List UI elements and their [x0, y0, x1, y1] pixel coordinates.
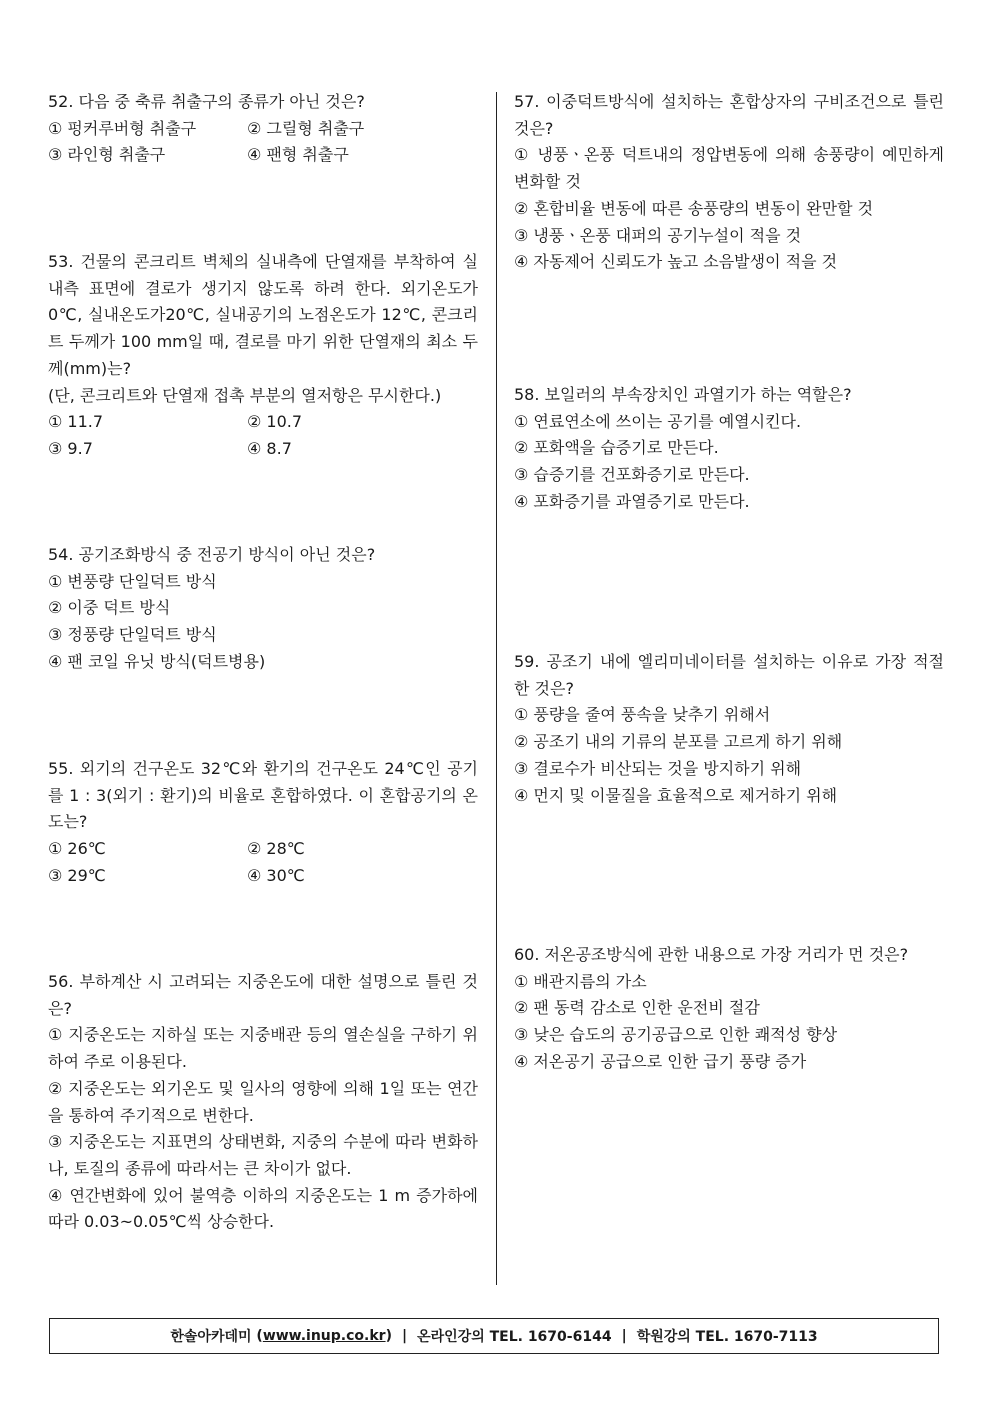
- option-4: ④ 30℃: [247, 865, 305, 885]
- question-stem: 53. 건물의 콘크리트 벽체의 실내측에 단열재를 부착하여 실내측 표면에 결로가 생기지 않도록 하려 한다. 외기온도가 0℃, 실내온도가20℃, 실내공기의 노점온도가 12℃, 콘크리트 두께가 100 mm일 때, 결로를 마기 위한 단열재의 최소 두께(mm)는?: [48, 252, 478, 378]
- option-3: ③ 지중온도는 지표면의 상태변화, 지중의 수분에 따라 변화하나, 토질의 종류에 따라서는 큰 차이가 없다.: [48, 1132, 478, 1178]
- footer-bar: [49, 1318, 939, 1354]
- question-54: [48, 542, 478, 676]
- question-57: [514, 89, 944, 276]
- option-4: ④ 자동제어 신뢰도가 높고 소음발생이 적을 것: [514, 252, 838, 272]
- question-stem: 55. 외기의 건구온도 32℃와 환기의 건구온도 24℃인 공기를 1 : 3(외기 : 환기)의 비율로 혼합하였다. 이 혼합공기의 온도는?: [48, 759, 478, 832]
- offline-course-tel: 학원강의 TEL. 1670-7113: [636, 1329, 818, 1345]
- option-2: ② 이중 덕트 방식: [48, 598, 171, 618]
- option-3: ③ 9.7: [48, 438, 93, 458]
- option-2: ② 지중온도는 외기온도 및 일사의 영향에 의해 1일 또는 연간을 통하여 주기적으로 변한다.: [48, 1078, 478, 1125]
- option-1: ① 26℃: [48, 839, 106, 859]
- question-59: [514, 649, 944, 809]
- question-53: [48, 249, 478, 463]
- option-2: ② 그릴형 취출구: [247, 118, 365, 138]
- option-1: ① 11.7: [48, 412, 104, 432]
- question-56: [48, 969, 478, 1236]
- paren-close: ): [385, 1328, 392, 1344]
- option-4: ④ 8.7: [247, 438, 292, 458]
- question-55: [48, 756, 478, 890]
- question-note: (단, 콘크리트와 단열재 접촉 부분의 열저항은 무시한다.): [48, 385, 442, 405]
- option-4: ④ 팬 코일 유닛 방식(덕트병용): [48, 651, 266, 671]
- option-2: ② 혼합비율 변동에 따른 송풍량의 변동이 완만할 것: [514, 198, 874, 218]
- question-stem: 56. 부하계산 시 고려되는 지중온도에 대한 설명으로 틀린 것은?: [48, 972, 478, 1018]
- option-1: ① 배관지름의 가소: [514, 971, 647, 991]
- option-1: ① 지중온도는 지하실 또는 지중배관 등의 열손실을 구하기 위하여 주로 이용된다.: [48, 1025, 478, 1072]
- website-link[interactable]: www.inup.co.kr: [262, 1328, 386, 1344]
- option-3: ③ 라인형 취출구: [48, 145, 166, 165]
- question-58: [514, 382, 944, 516]
- option-2: ② 10.7: [247, 412, 303, 432]
- options-grid: [48, 409, 478, 462]
- question-stem: 58. 보일러의 부속장치인 과열기가 하는 역할은?: [514, 385, 852, 404]
- option-3: ③ 냉풍ㆍ온풍 대퍼의 공기누설이 적을 것: [514, 225, 802, 245]
- option-1: ① 변풍량 단일덕트 방식: [48, 571, 217, 591]
- option-1: ① 냉풍ㆍ온풍 덕트내의 정압변동에 의해 송풍량이 예민하게 변화할 것: [514, 145, 944, 192]
- option-2: ② 공조기 내의 기류의 분포를 고르게 하기 위해: [514, 732, 843, 752]
- option-3: ③ 습증기를 건포화증기로 만든다.: [514, 465, 750, 485]
- option-2: ② 28℃: [247, 839, 305, 859]
- column-divider: [496, 92, 497, 1285]
- option-2: ② 팬 동력 감소로 인한 운전비 절감: [514, 998, 760, 1018]
- option-1: ① 연료연소에 쓰이는 공기를 예열시킨다.: [514, 411, 802, 431]
- options-grid: [48, 836, 478, 889]
- option-2: ② 포화액을 습증기로 만든다.: [514, 438, 719, 458]
- paren-open: (: [256, 1328, 263, 1344]
- option-4: ④ 연간변화에 있어 불역층 이하의 지중온도는 1 m 증가하에 따라 0.03~0.05℃씩 상승한다.: [48, 1185, 478, 1232]
- option-1: ① 풍량을 줄여 풍속을 낮추기 위해서: [514, 705, 771, 725]
- option-4: ④ 먼지 및 이물질을 효율적으로 제거하기 위해: [514, 785, 838, 805]
- question-stem: 57. 이중덕트방식에 설치하는 혼합상자의 구비조건으로 틀린 것은?: [514, 92, 944, 138]
- option-3: ③ 낮은 습도의 공기공급으로 인한 쾌적성 향상: [514, 1025, 838, 1045]
- option-3: ③ 29℃: [48, 865, 106, 885]
- option-4: ④ 저온공기 공급으로 인한 급기 풍량 증가: [514, 1051, 807, 1071]
- option-1: ① 펑커루버형 취출구: [48, 118, 197, 138]
- academy-name: 한솔아카데미: [170, 1329, 252, 1345]
- options-grid: [48, 116, 478, 169]
- option-3: ③ 정풍량 단일덕트 방식: [48, 625, 217, 645]
- footer-separator: |: [401, 1328, 408, 1344]
- question-stem: 60. 저온공조방식에 관한 내용으로 가장 거리가 먼 것은?: [514, 945, 909, 964]
- footer-separator: |: [621, 1328, 627, 1344]
- option-4: ④ 포화증기를 과열증기로 만든다.: [514, 491, 750, 511]
- question-52: [48, 89, 478, 169]
- option-4: ④ 팬형 취출구: [247, 145, 349, 165]
- question-stem: 52. 다음 중 축류 취출구의 종류가 아닌 것은?: [48, 92, 365, 111]
- question-stem: 54. 공기조화방식 중 전공기 방식이 아닌 것은?: [48, 545, 376, 564]
- option-3: ③ 결로수가 비산되는 것을 방지하기 위해: [514, 758, 802, 778]
- online-course-tel: 온라인강의 TEL. 1670-6144: [417, 1329, 612, 1345]
- question-stem: 59. 공조기 내에 엘리미네이터를 설치하는 이유로 가장 적절한 것은?: [514, 652, 944, 698]
- question-60: [514, 942, 944, 1076]
